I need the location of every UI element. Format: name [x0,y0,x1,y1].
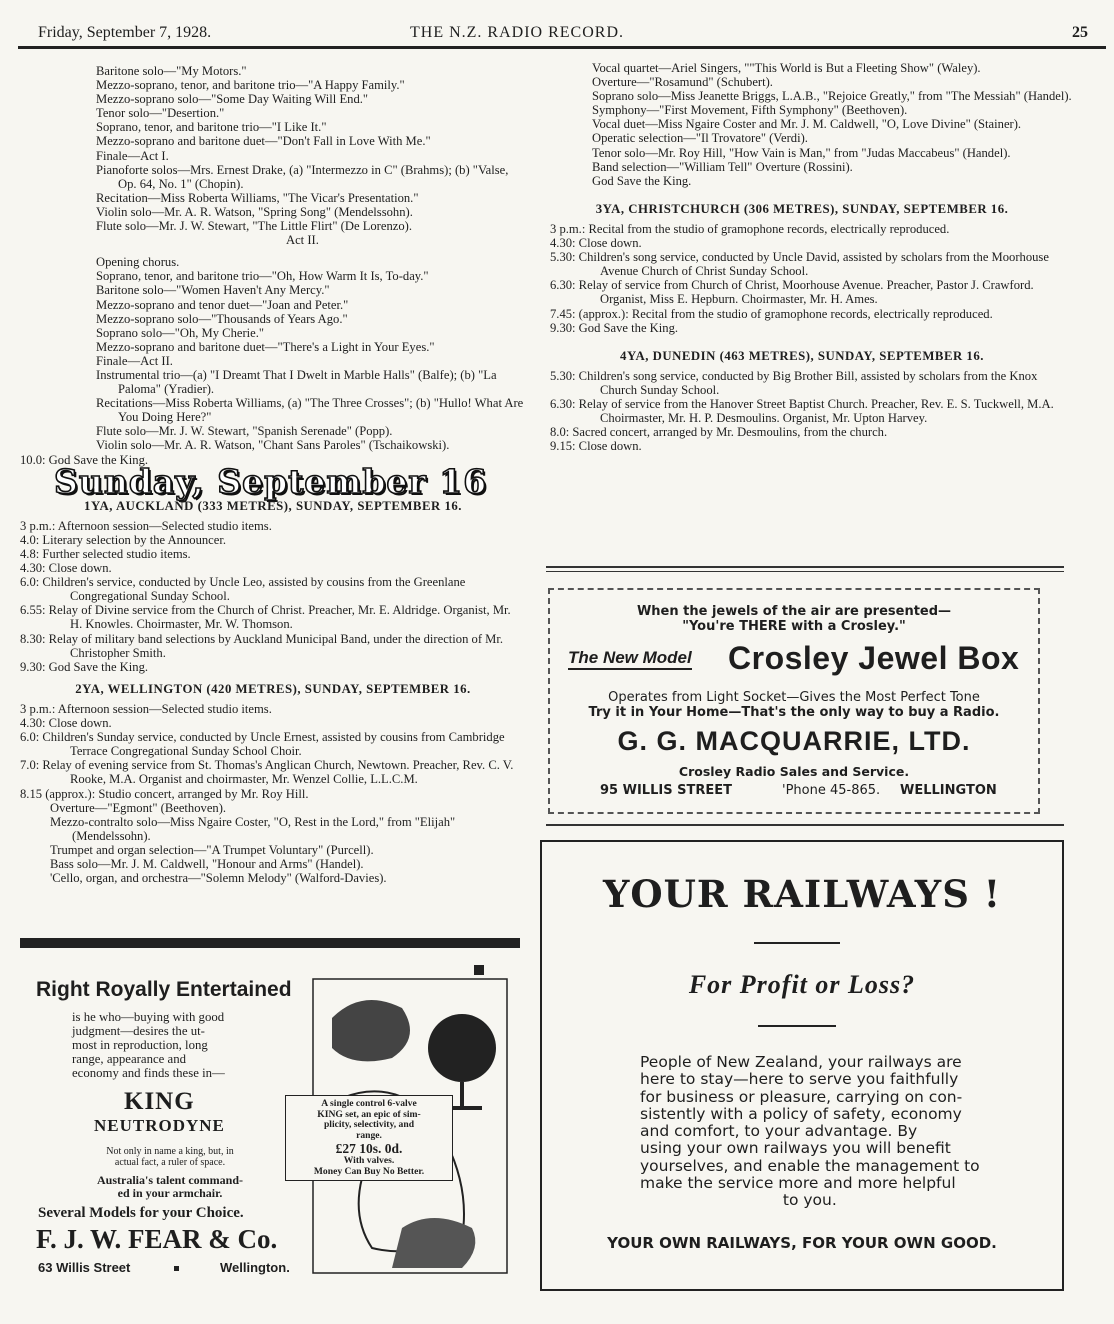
left-column [20,64,526,885]
right-column [550,61,1072,454]
section-divider [546,566,1064,568]
crosley-tagline: When the jewels of the air are presented— [636,604,952,619]
crosley-advertisement [548,588,1040,814]
programme-item: Instrumental trio—(a) "I Dreamt That I Dwelt in Marble Halls" (Balfe); (b) "La Paloma" (Yradier). [96,367,497,397]
intro-line: range, appearance and [72,1052,187,1067]
schedule-item: 3 p.m.: Afternoon session—Selected studio items. [20,518,272,533]
box-line: Money Can Buy No Better. [313,1165,425,1177]
schedule-item: 3 p.m.: Afternoon session—Selected studio items. [20,701,272,716]
schedule-item: 8.0: Sacred concert, arranged by Mr. Desmoulins, from the church. [550,425,888,440]
programme-item: Vocal duet—Miss Ngaire Coster and Mr. J. M. Caldwell, "O, Love Divine" (Stainer). [592,117,1022,132]
section-divider [546,824,1064,826]
station-1ya-list [20,519,526,674]
railways-subheadline: For Profit or Loss? [688,970,916,999]
body-line: for business or pleasure, carrying on con- [640,1087,963,1106]
intro-line: economy and finds these in— [72,1066,225,1081]
schedule-item: Trumpet and organ selection—"A Trumpet Voluntary" (Purcell). [50,842,374,857]
schedule-item: 8.30: Relay of military band selections by Auckland Municipal Band, under the direction of Mr. Christopher Smith. [20,631,504,660]
act-heading: Act II. [286,233,319,248]
king-price-box [285,1095,453,1181]
schedule-item: 9.15: Close down. [550,439,642,454]
box-line: range. [356,1129,382,1141]
box-line: With valves. [343,1155,395,1167]
station-3ya-list [550,222,1054,335]
programme-item: Symphony—"First Movement, Fifth Symphony" (Beethoven). [592,103,908,118]
schedule-item: 6.30: Relay of service from Church of Christ, Moorhouse Avenue. Preacher, Pastor J. Crawford. Organist, Miss E. Hepburn. Choirmaster, Mr. H. Ames. [550,278,1034,307]
king-models: Several Models for your Choice. [38,1205,244,1221]
programme-continued [20,64,526,453]
schedule-item: 4.30: Close down. [20,716,112,731]
dealer-name: G. G. MACQUARRIE, LTD. [617,726,971,756]
schedule-item: 7.45: (approx.): Recital from the studio of gramophone records, electrically reproduced. [550,306,993,321]
schedule-item: 9.30: God Save the King. [550,320,679,335]
king-intro [72,1010,266,1080]
crosley-tagline-2: "You're THERE with a Crosley." [682,619,906,634]
crosley-product-name: Crosley Jewel Box [728,640,1020,676]
schedule-item: 4.30: Close down. [550,236,642,251]
rule [758,1025,836,1027]
programme-item: Mezzo-soprano solo—"Thousands of Years Ago." [96,311,348,326]
issue-date: Friday, September 7, 1928. [38,24,212,41]
talent-line: ed in your armchair. [117,1186,223,1200]
programme-item: Mezzo-soprano and baritone duet—"There's a Light in Your Eyes." [96,339,435,354]
programme-item: Baritone solo—"Women Haven't Any Mercy." [96,283,330,298]
page-number: 25 [1072,24,1088,41]
body-line: to you. [782,1191,837,1210]
schedule-item: 'Cello, organ, and orchestra—"Solemn Melody" (Walford-Davies). [50,871,387,886]
programme-item: Overture—"Rosamund" (Schubert). [592,75,773,90]
programme-item: Soprano solo—Miss Jeanette Briggs, L.A.B., "Rejoice Greatly," from "The Messiah" (Handel). [592,89,1072,104]
programme-item: Mezzo-soprano, tenor, and baritone trio—"A Happy Family." [96,78,405,93]
bullet [174,1266,179,1271]
programme-item: Mezzo-soprano and tenor duet—"Joan and Peter." [96,297,349,312]
schedule-item: 4.8: Further selected studio items. [20,547,191,561]
schedule-item: 6.55: Relay of Divine service from the Church of Christ. Preacher, Mr. E. Aldridge. Organist, Mr. H. Knowles. Choirmaster, Mr. W. Thomson. [20,603,511,632]
railways-headline: YOUR RAILWAYS ! [602,872,1002,916]
box-line: A single control 6-valve [321,1098,417,1109]
intro-line: most in reproduction, long [72,1038,208,1053]
programme-item: Pianoforte solos—Mrs. Ernest Drake, (a) "Intermezzo in C" (Brahms); (b) "Valse, Op. 64, No. 1" (Chopin). [96,162,509,191]
king-note [70,1146,270,1168]
body-line: using your own railways you will benefit [640,1139,951,1158]
programme-item: Flute solo—Mr. J. W. Stewart, "The Little Flirt" (De Lorenzo). [96,219,412,234]
note-line: actual fact, a ruler of space. [114,1157,226,1168]
programme-item: Violin solo—Mr. A. R. Watson, "Spring Song" (Mendelssohn). [96,204,413,219]
programme-item: Soprano, tenor, and baritone trio—"I Like It." [96,120,327,135]
schedule-item: 3 p.m.: Recital from the studio of gramophone records, electrically reproduced. [550,221,950,236]
body-line: and comfort, to your advantage. By [640,1122,918,1141]
body-line: make the service more and more helpful [640,1174,956,1193]
programme-item: Recitations—Miss Roberta Williams, (a) "The Three Crosses"; (b) "Hullo! What Are You Doing Here?" [96,396,524,425]
header-rule [18,46,1106,49]
schedule-item: 7.0: Relay of evening service from St. Thomas's Anglican Church, Newtown. Preacher, Rev. C. V. Rooke, M.A. Organist and choirmaster, Mr. Wenzel Collie, L.L.C.M. [20,758,514,787]
railways-footer: YOUR OWN RAILWAYS, FOR YOUR OWN GOOD. [607,1234,997,1252]
dealer-subtitle: Crosley Radio Sales and Service. [678,764,910,779]
box-line: plicity, selectivity, and [323,1119,415,1131]
crosley-feature-2: Try it in Your Home—That's the only way to buy a Radio. [588,705,1000,720]
intro-line: judgment—desires the ut- [72,1024,205,1039]
page-header [36,24,1096,44]
dealer-street: 95 WILLIS STREET [600,783,732,798]
programme-item: Baritone solo—"My Motors." [96,64,247,78]
section-divider [546,571,1064,572]
schedule-item: 9.30: God Save the King. [20,659,149,674]
schedule-item: 6.0: Children's service, conducted by Uncle Leo, assisted by cousins from the Greenlane Congregational Sunday School. [20,575,466,604]
schedule-item: Bass solo—Mr. J. M. Caldwell, "Honour and Arms" (Handel). [50,856,364,871]
king-price: £27 10s. 0d. [335,1141,403,1157]
publication-title: THE N.Z. RADIO RECORD. [410,24,624,41]
programme-item: Tenor solo—"Desertion." [96,106,225,121]
schedule-item: 6.30: Relay of service from the Hanover Street Baptist Church. Preacher, Rev. E. S. Tuckwell, M.A. Choirmaster, Mr. H. P. Desmoulins. Organist, Mr. Upton Harvey. [550,396,1054,426]
king-dealer: F. J. W. FEAR & Co. [36,1224,278,1254]
programme-item: Mezzo-soprano solo—"Some Day Waiting Will End." [96,92,369,107]
railways-body [640,1054,980,1210]
talent-line: Australia's talent command- [97,1173,243,1187]
schedule-item: 4.0: Literary selection by the Announcer. [20,532,226,547]
king-brand-2: NEUTRODYNE [94,1116,225,1135]
programme-continued-right [550,61,1072,188]
body-line: here to stay—here to serve you faithfully [640,1070,959,1089]
programme-item: God Save the King. [592,173,692,188]
schedule-item: Mezzo-contralto solo—Miss Ngaire Coster, "O, Rest in the Lord," from "Elijah" (Mendelssohn). [50,814,456,843]
station-2ya-title: 2YA, WELLINGTON (420 METRES), SUNDAY, SEPTEMBER 16. [75,681,471,696]
programme-item: Recitation—Miss Roberta Williams, "The Vicar's Presentation." [96,190,419,205]
schedule-item: 4.30: Close down. [20,561,112,576]
programme-item: Soprano solo—"Oh, My Cherie." [96,325,265,340]
station-2ya-list [20,702,526,885]
schedule-item: 5.30: Children's song service, conducted by Uncle David, assisted by scholars from the Moorhouse Avenue Church of Christ Sunday School. [550,250,1049,279]
king-talent [70,1174,270,1200]
programme-item: Tenor solo—Mr. Roy Hill, "How Vain is Man," from "Judas Maccabeus" (Handel). [592,145,1011,160]
station-4ya-title: 4YA, DUNEDIN (463 METRES), SUNDAY, SEPTEMBER 16. [620,348,984,363]
ad-top-bar [20,938,520,948]
new-model-label: The New Model [568,648,692,670]
railways-advertisement [540,840,1064,1291]
intro-line: is he who—buying with good [72,1010,225,1024]
schedule-item: Overture—"Egmont" (Beethoven). [50,800,227,815]
king-city: Wellington. [220,1260,290,1275]
programme-item: 10.0: God Save the King. [20,452,149,467]
body-line: People of New Zealand, your railways are [640,1053,962,1071]
station-1ya-title: 1YA, AUCKLAND (333 METRES), SUNDAY, SEPTEMBER 16. [84,498,462,513]
programme-item: Violin solo—Mr. A. R. Watson, "Chant Sans Paroles" (Tschaikowski). [96,438,450,453]
programme-item: Finale—Act II. [96,353,173,368]
programme-item: Vocal quartet—Ariel Singers, ""This World is But a Fleeting Show" (Waley). [592,61,981,75]
programme-item: Soprano, tenor, and baritone trio—"Oh, How Warm It Is, To-day." [96,269,429,284]
rule [754,942,840,944]
programme-item: Flute solo—Mr. J. W. Stewart, "Spanish Serenade" (Popp). [96,424,393,439]
schedule-item: 8.15 (approx.): Studio concert, arranged by Mr. Roy Hill. [20,786,309,801]
programme-item: Operatic selection—"Il Trovatore" (Verdi). [592,131,808,146]
crosley-feature: Operates from Light Socket—Gives the Most Perfect Tone [608,690,980,705]
programme-item: Finale—Act I. [96,148,169,163]
programme-item: Mezzo-soprano and baritone duet—"Don't Fall in Love With Me." [96,134,431,149]
station-3ya-title: 3YA, CHRISTCHURCH (306 METRES), SUNDAY, SEPTEMBER 16. [595,201,1009,216]
box-line: KING set, an epic of sim- [317,1108,421,1120]
programme-item: Band selection—"William Tell" Overture (Rossini). [592,159,853,174]
king-brand: KING [124,1088,195,1115]
ad-ornament [474,965,484,975]
dealer-city: WELLINGTON [900,783,997,798]
sunday-heading: Sunday, September 16 [54,461,488,501]
king-headline: Right Royally Entertained [36,978,292,1001]
station-4ya-list [550,369,1054,454]
king-street: 63 Willis Street [38,1260,131,1275]
dealer-phone: 'Phone 45-865. [782,783,881,798]
programme-item: Opening chorus. [96,255,180,270]
schedule-item: 6.0: Children's Sunday service, conducted by Uncle Ernest, assisted by cousins from Cambridge Terrace Congregational Sunday School Choir. [20,730,505,759]
note-line: Not only in name a king, but, in [106,1146,234,1157]
body-line: yourselves, and enable the management to [640,1156,980,1175]
schedule-item: 5.30: Children's song service, conducted by Big Brother Bill, assisted by scholars from the Knox Church Sunday School. [550,368,1038,397]
body-line: sistently with a policy of safety, economy [640,1104,962,1123]
